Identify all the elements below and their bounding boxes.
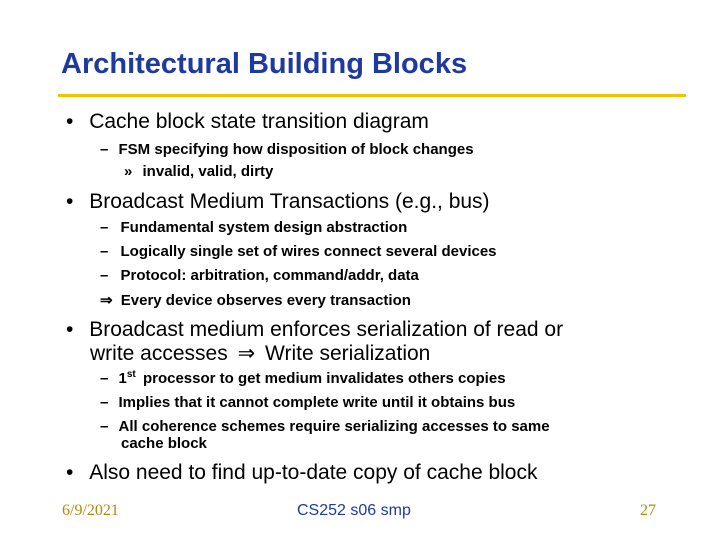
bullet-3-sub-1-text: processor to get medium invalidates others copies: [142, 370, 506, 387]
dash-icon: –: [100, 141, 109, 158]
bullet-1-sub-1: [100, 141, 474, 158]
bullet-2: [66, 190, 490, 214]
bullet-1: [66, 110, 429, 134]
bullet-3-text-line-2a: write accesses: [90, 342, 228, 365]
implies-icon: ⇒: [237, 342, 256, 365]
bullet-3-sub-1-number: 1: [118, 370, 127, 387]
title-divider: [58, 94, 686, 97]
bullet-1-text: Cache block state transition diagram: [89, 110, 429, 133]
dash-icon: –: [100, 243, 109, 260]
bullet-3-text-line-1: Broadcast medium enforces serialization of read or: [89, 318, 564, 341]
bullet-2-sub-1: [100, 219, 407, 236]
bullet-3-sub-3: [100, 418, 550, 435]
bullet-3-sub-2-text: Implies that it cannot complete write until it obtains bus: [118, 394, 516, 411]
footer-page-number: 27: [640, 502, 656, 519]
dash-icon: –: [100, 267, 109, 284]
bullet-icon: •: [66, 110, 74, 133]
footer-date: 6/9/2021: [62, 502, 119, 519]
bullet-2-text: Broadcast Medium Transactions (e.g., bus): [89, 190, 490, 213]
bullet-3-sub-3-line-2: cache block: [121, 435, 207, 452]
bullet-4-text: Also need to find up-to-date copy of cache block: [89, 461, 538, 484]
bullet-1-sub-1-text: FSM specifying how disposition of block changes: [118, 141, 474, 158]
bullet-3-line-2: [90, 341, 430, 366]
bullet-icon: •: [66, 190, 74, 213]
bullet-2-sub-1-text: Fundamental system design abstraction: [120, 219, 408, 236]
dash-icon: –: [100, 418, 109, 435]
bullet-2-sub-2-text: Logically single set of wires connect several devices: [120, 243, 497, 260]
dash-icon: –: [100, 394, 109, 411]
bullet-2-sub-2: [100, 243, 497, 260]
chevron-icon: »: [124, 163, 133, 180]
dash-icon: –: [100, 219, 109, 236]
bullet-icon: •: [66, 461, 74, 484]
bullet-3-text-line-2b: Write serialization: [265, 342, 431, 365]
bullet-3-sub-2: [100, 394, 515, 411]
dash-icon: –: [100, 370, 109, 387]
bullet-2-sub-3-text: Protocol: arbitration, command/addr, data: [120, 267, 419, 284]
bullet-3-sub-1: [100, 370, 506, 387]
bullet-1-sub-1-sub-text: invalid, valid, dirty: [142, 163, 274, 180]
slide-title: Architectural Building Blocks: [61, 48, 468, 80]
bullet-3: [66, 318, 563, 342]
bullet-3-sub-1-superscript: st: [126, 369, 136, 380]
bullet-1-sub-1-sub: [124, 163, 273, 180]
bullet-4: [66, 461, 537, 485]
bullet-2-sub-3: [100, 267, 419, 284]
bullet-2-sub-4-text: Every device observes every transaction: [120, 292, 411, 309]
bullet-icon: •: [66, 318, 74, 341]
bullet-2-sub-4: [100, 291, 411, 309]
footer-course: CS252 s06 smp: [297, 502, 411, 519]
bullet-3-sub-3-text-line-1: All coherence schemes require serializing accesses to same: [118, 418, 550, 435]
implies-icon: ⇒: [100, 292, 113, 309]
